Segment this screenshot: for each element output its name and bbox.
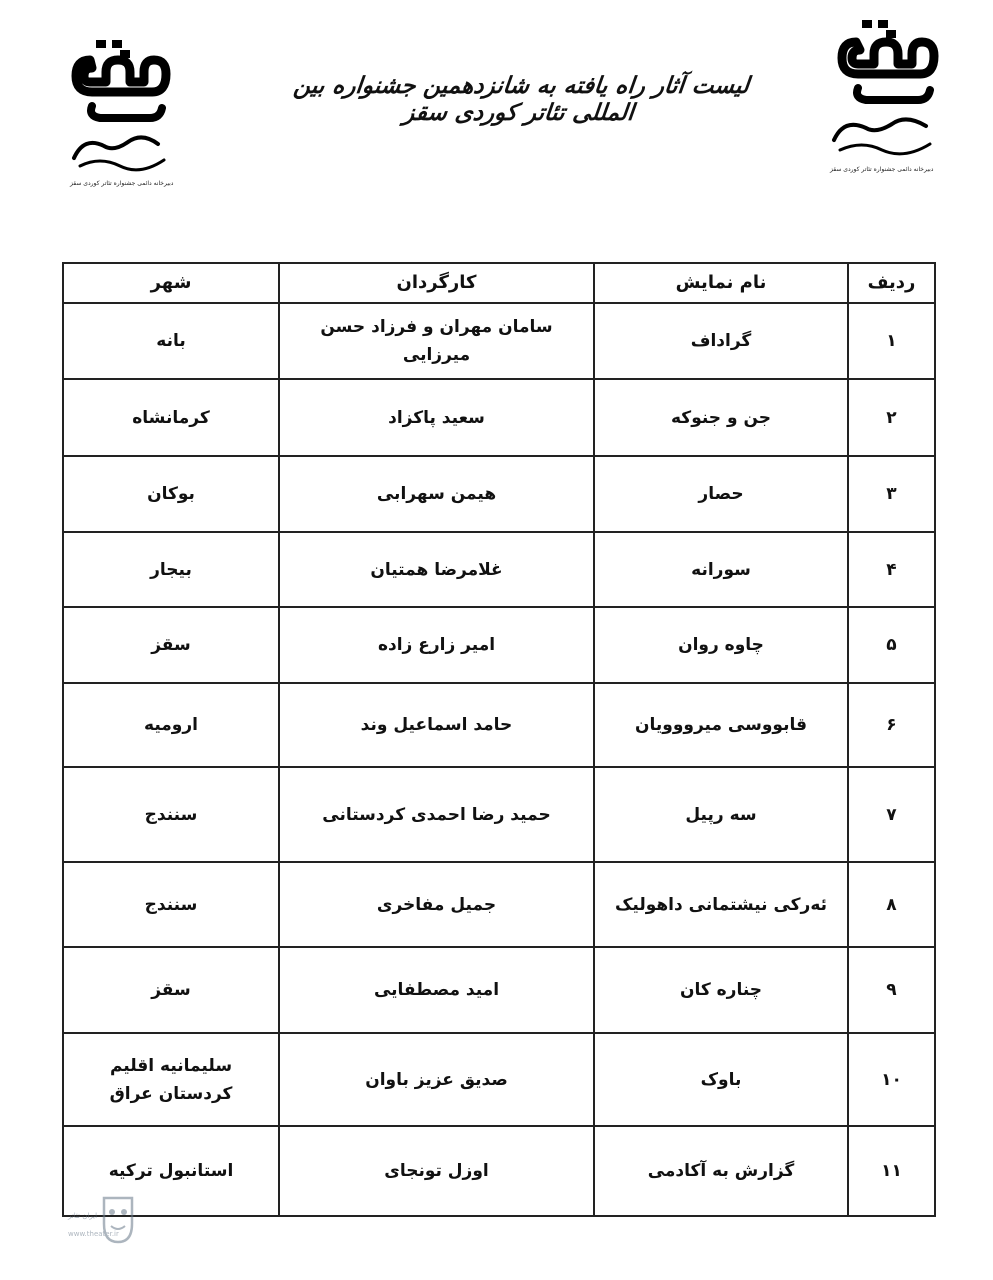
cell-num: ۲ bbox=[848, 379, 935, 456]
cell-play: گزارش به آکادمی bbox=[594, 1126, 848, 1216]
table-row bbox=[63, 607, 935, 683]
header-play: نام نمایش bbox=[594, 263, 848, 303]
festival-logo-left bbox=[60, 28, 180, 187]
watermark-url: www.theater.ir bbox=[68, 1230, 119, 1238]
cell-director: جمیل مفاخری bbox=[279, 862, 594, 947]
cell-play: گراداف bbox=[594, 303, 848, 379]
cell-num: ۸ bbox=[848, 862, 935, 947]
watermark-brand: ایران تئاتر bbox=[68, 1212, 98, 1220]
cell-director: سعید پاکزاد bbox=[279, 379, 594, 456]
logo-caption: دبیرخانه دائمی جشنواره تئاتر کوردی سقز bbox=[830, 166, 934, 173]
cell-num: ۶ bbox=[848, 683, 935, 767]
header-num: ردیف bbox=[848, 263, 935, 303]
table-row bbox=[63, 683, 935, 767]
festival-logo-mark bbox=[60, 28, 180, 178]
table-row bbox=[63, 379, 935, 456]
cell-city: بوکان bbox=[63, 456, 279, 532]
cell-director: اوزل تونجای bbox=[279, 1126, 594, 1216]
cell-play: سورانه bbox=[594, 532, 848, 607]
cell-num: ۱۱ bbox=[848, 1126, 935, 1216]
cell-city: استانبول ترکیه bbox=[63, 1126, 279, 1216]
table-row bbox=[63, 532, 935, 607]
cell-num: ۵ bbox=[848, 607, 935, 683]
cell-city: بیجار bbox=[63, 532, 279, 607]
cell-play: قابووسی میرووویان bbox=[594, 683, 848, 767]
page-title: لیست آثار راه یافته به شانزدهمین جشنواره بین المللی تئاتر کوردی سقز bbox=[292, 72, 751, 126]
plays-table bbox=[62, 262, 936, 1217]
cell-play: باوک bbox=[594, 1033, 848, 1126]
cell-play: چناره کان bbox=[594, 947, 848, 1033]
cell-director: هیمن سهرابی bbox=[279, 456, 594, 532]
table-row bbox=[63, 767, 935, 862]
cell-city: سنندج bbox=[63, 862, 279, 947]
cell-city: سلیمانیه اقلیم کردستان عراق bbox=[63, 1033, 279, 1126]
cell-play: ئەرکی نیشتمانی داهولیک bbox=[594, 862, 848, 947]
cell-city: کرمانشاه bbox=[63, 379, 279, 456]
cell-play: چاوه روان bbox=[594, 607, 848, 683]
cell-director: سامان مهران و فرزاد حسن میرزایی bbox=[279, 303, 594, 379]
table-row bbox=[63, 303, 935, 379]
cell-num: ۴ bbox=[848, 532, 935, 607]
cell-city: ارومیه bbox=[63, 683, 279, 767]
cell-city: سنندج bbox=[63, 767, 279, 862]
cell-director: امیر زارع زاده bbox=[279, 607, 594, 683]
cell-city: سقز bbox=[63, 947, 279, 1033]
header-city: شهر bbox=[63, 263, 279, 303]
table-row bbox=[63, 1033, 935, 1126]
cell-num: ۷ bbox=[848, 767, 935, 862]
cell-play: سه رپیل bbox=[594, 767, 848, 862]
table-header-row bbox=[63, 263, 935, 303]
table-row bbox=[63, 947, 935, 1033]
festival-logo-mark bbox=[822, 14, 952, 164]
cell-play: حصار bbox=[594, 456, 848, 532]
cell-director: غلامرضا همتیان bbox=[279, 532, 594, 607]
cell-city: سقز bbox=[63, 607, 279, 683]
header-director: کارگردان bbox=[279, 263, 594, 303]
cell-director: امید مصطفایی bbox=[279, 947, 594, 1033]
table-row bbox=[63, 456, 935, 532]
cell-director: حامد اسماعیل وند bbox=[279, 683, 594, 767]
cell-city: بانه bbox=[63, 303, 279, 379]
site-watermark bbox=[28, 1190, 138, 1260]
theater-mask-icon bbox=[100, 1194, 136, 1246]
cell-num: ۹ bbox=[848, 947, 935, 1033]
logo-caption: دبیرخانه دائمی جشنواره تئاتر کوردی سقز bbox=[70, 180, 174, 187]
table-row bbox=[63, 862, 935, 947]
cell-play: جن و جنوکه bbox=[594, 379, 848, 456]
cell-director: حمید رضا احمدی کردستانی bbox=[279, 767, 594, 862]
table-row bbox=[63, 1126, 935, 1216]
festival-logo-right bbox=[822, 14, 952, 173]
cell-num: ۳ bbox=[848, 456, 935, 532]
cell-num: ۱۰ bbox=[848, 1033, 935, 1126]
cell-director: صدیق عزیز باوان bbox=[279, 1033, 594, 1126]
cell-num: ۱ bbox=[848, 303, 935, 379]
